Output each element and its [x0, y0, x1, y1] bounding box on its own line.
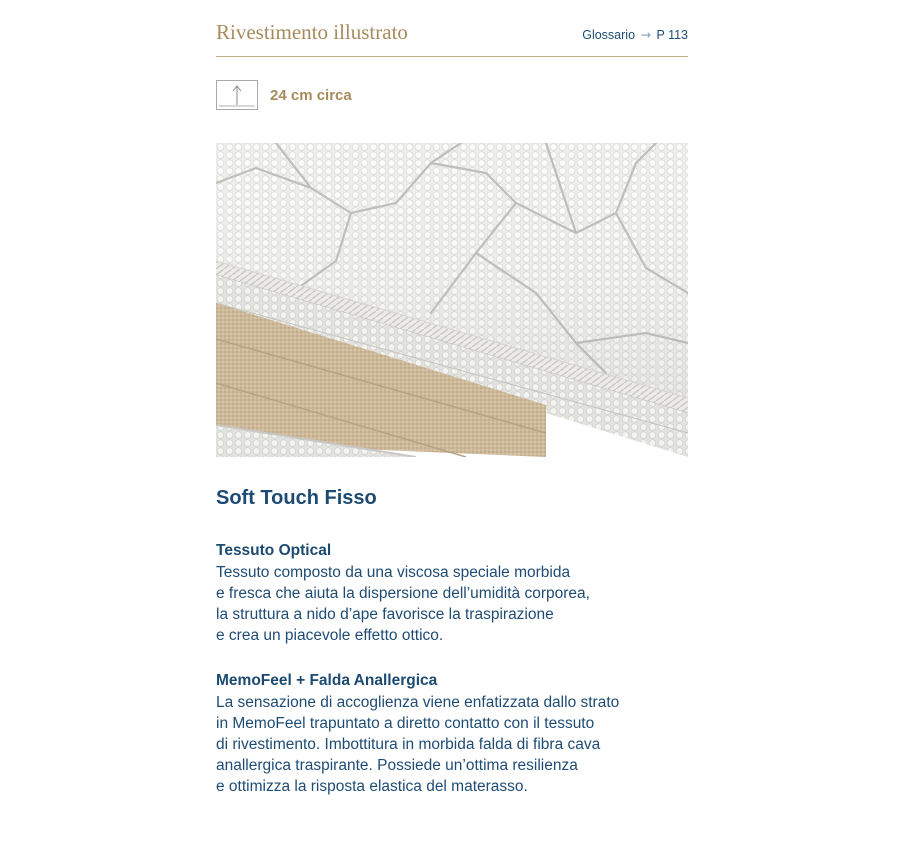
section-title: MemoFeel + Falda Anallergica [216, 672, 438, 689]
height-arrow-icon [216, 80, 258, 110]
body-line: di rivestimento. Imbottitura in morbida falda di fibra cava [216, 736, 601, 753]
page-header [216, 20, 688, 57]
height-label: 24 cm circa [270, 87, 352, 104]
height-spec [216, 78, 516, 112]
body-line: Tessuto composto da una viscosa speciale morbida [216, 564, 571, 581]
glossary-link[interactable] [582, 27, 688, 42]
product-title: Soft Touch Fisso [216, 487, 377, 509]
section-memofeel [216, 670, 619, 797]
body-line: anallergica traspirante. Possiede un’ottima resilienza [216, 757, 578, 774]
body-line: in MemoFeel trapuntato a diretto contatto con il tessuto [216, 715, 595, 732]
section-body [216, 562, 590, 646]
arrow-right-icon: → [640, 27, 651, 42]
body-line: e ottimizza la risposta elastica del materasso. [216, 778, 528, 795]
body-line: e crea un piacevole effetto ottico. [216, 627, 444, 644]
body-line: e fresca che aiuta la dispersione dell’umidità corporea, [216, 585, 590, 602]
body-line: La sensazione di accoglienza viene enfatizzata dallo strato [216, 694, 620, 711]
section-tessuto-optical [216, 540, 590, 646]
mattress-photo [216, 143, 688, 457]
page-title: Rivestimento illustrato [216, 20, 408, 44]
body-line: la struttura a nido d’ape favorisce la traspirazione [216, 606, 554, 623]
section-body [216, 692, 619, 797]
section-title: Tessuto Optical [216, 542, 332, 559]
glossary-label: Glossario [582, 28, 636, 42]
glossary-page: P 113 [656, 28, 688, 42]
